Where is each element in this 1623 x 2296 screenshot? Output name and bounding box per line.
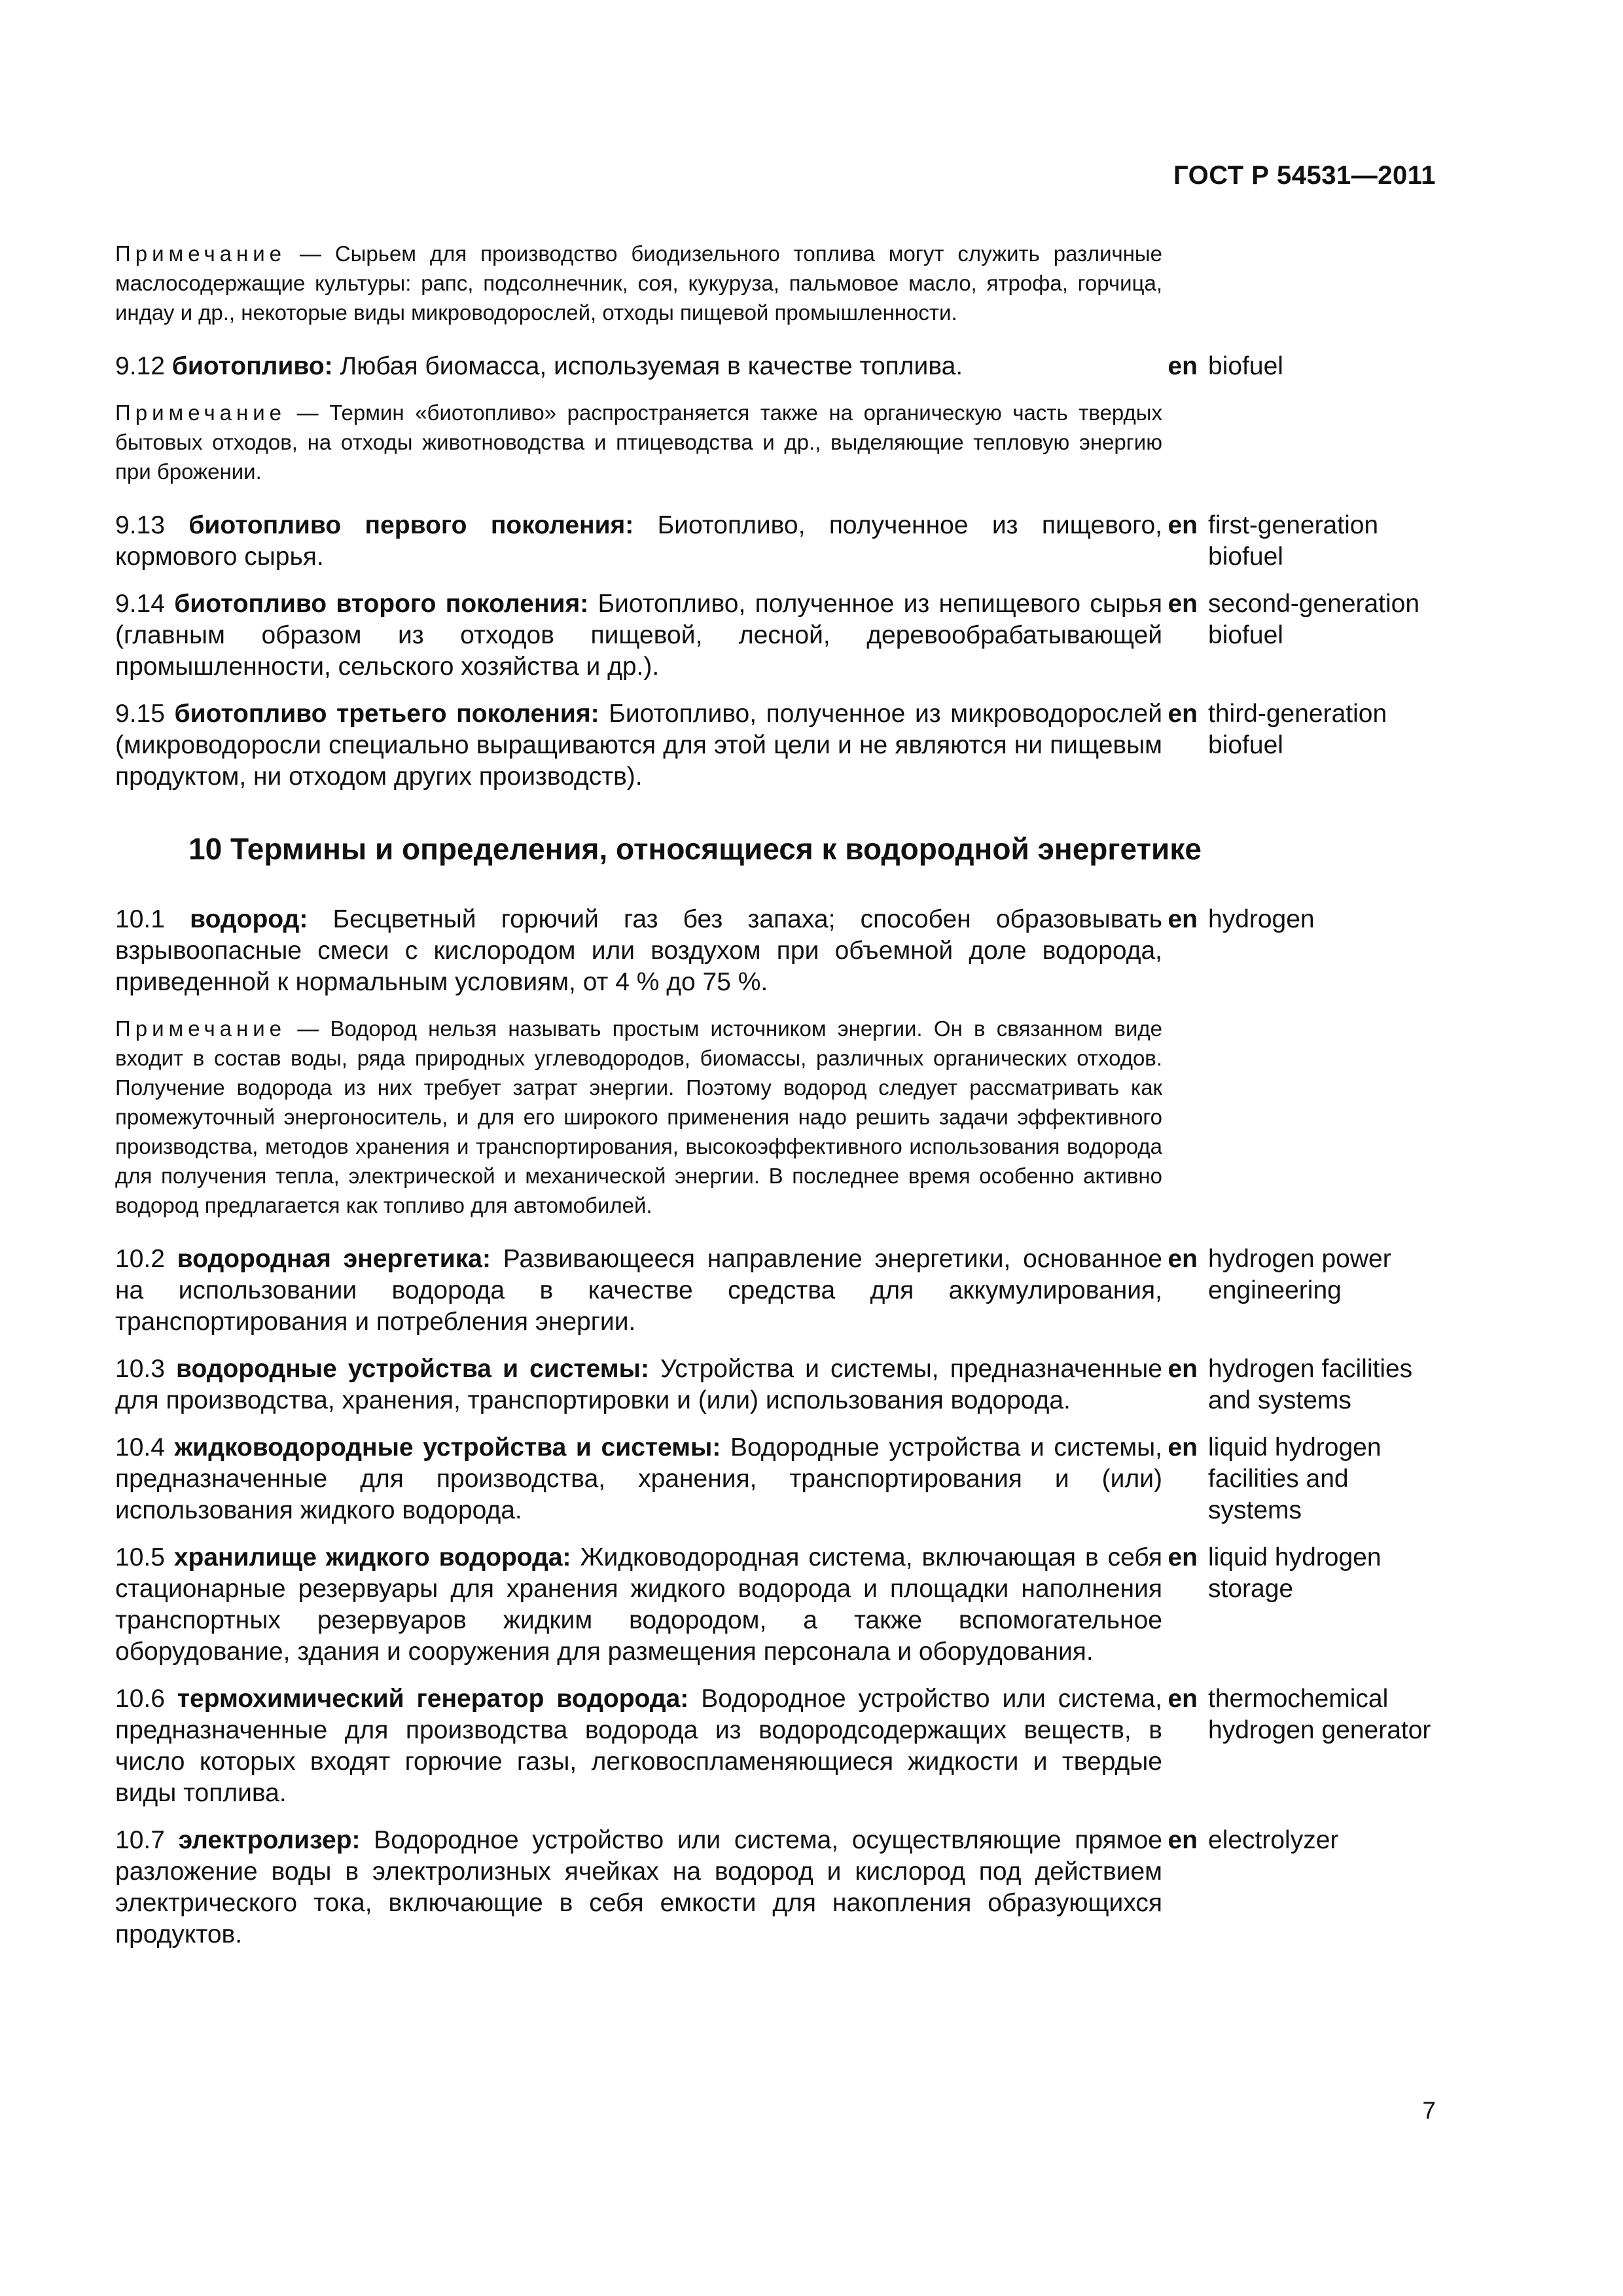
term-name: жидководородные устройства и системы:: [174, 1433, 721, 1462]
definition-text: Водородное устройство или система, осуществляющие прямое разложение воды в электролизных ячейках на водород и кислород под действием электрического тока, включающие в себя емкости для накопления образующихся продуктов.: [115, 1826, 1162, 1948]
english-equivalent: biofuel: [1208, 352, 1283, 380]
language-code: en: [1168, 1355, 1198, 1383]
note-label: Примечание: [115, 1016, 287, 1041]
term-entry-10-1: [115, 904, 1444, 998]
term-name: биотопливо второго поколения:: [174, 590, 589, 618]
note-biodiesel: [115, 239, 1162, 327]
note-hydrogen: [115, 1014, 1162, 1220]
term-number: 10.6: [115, 1685, 165, 1713]
term-entry-10-2: [115, 1244, 1444, 1338]
term-number: 10.3: [115, 1355, 165, 1383]
definition-text: Биотопливо, полученное из непищевого сырья (главным образом из отходов пищевой, лесной, деревообрабатывающей промышленности, сельского хозяйства и др.).: [115, 590, 1162, 681]
language-code: en: [1168, 1245, 1198, 1273]
english-equivalent: first-generation biofuel: [1208, 511, 1379, 571]
english-equivalent: electrolyzer: [1208, 1826, 1339, 1854]
language-code: en: [1168, 1826, 1198, 1854]
section-title: 10 Термины и определения, относящиеся к водородной энергетике: [188, 832, 1202, 866]
term-definition: [115, 1432, 1162, 1526]
term-entry-9-15: [115, 698, 1444, 793]
english-equivalent: thermochemical hydrogen generator: [1208, 1685, 1431, 1744]
term-number: 10.5: [115, 1543, 165, 1571]
definition-text: Устройства и системы, предназначенные для производства, хранения, транспортировки и (или) использования водорода.: [115, 1355, 1162, 1414]
language-code: en: [1168, 1433, 1198, 1462]
term-number: 10.1: [115, 905, 165, 933]
language-code: en: [1168, 352, 1198, 380]
term-name: водородная энергетика:: [177, 1245, 491, 1273]
definition-text: Водородное устройство или система, предназначенные для производства водорода из водородсодержащих веществ, в число которых входят горючие газы, легковоспламеняющиеся жидкости и твердые виды топлива.: [115, 1685, 1162, 1807]
language-code: en: [1168, 1543, 1198, 1571]
term-number: 10.7: [115, 1826, 165, 1854]
term-name: термохимический генератор водорода:: [177, 1685, 689, 1713]
term-name: электролизер:: [178, 1826, 361, 1854]
term-definition: [115, 510, 1162, 573]
term-number: 9.12: [115, 352, 165, 380]
english-equivalent: liquid hydrogen storage: [1208, 1543, 1382, 1603]
term-definition: [115, 1683, 1162, 1809]
english-equivalent: second-generation biofuel: [1208, 590, 1420, 649]
note-text: — Водород нельзя называть простым источником энергии. Он в связанном виде входит в состав воды, ряда природных углеводородов, биомассы, различных органических отходов. Получение водорода из них требует затрат энергии. Поэтому водород следует рассматривать как промежуточный энергоноситель, и для его широкого применения надо решить задачи эффективного производства, методов хранения и транспортирования, высокоэффективного использования водорода для получения тепла, электрической и механической энергии. В последнее время особенно активно водород предлагается как топливо для автомобилей.: [115, 1016, 1162, 1217]
english-equivalent: hydrogen facilities and systems: [1208, 1355, 1413, 1414]
term-entry-10-7: [115, 1825, 1444, 1950]
english-equivalent: hydrogen: [1208, 905, 1315, 933]
definition-text: Жидководородная система, включающая в себя стационарные резервуары для хранения жидкого водорода и площадки наполнения транспортных резервуаров жидким водородом, а также вспомогательное оборудование, здания и сооружения для размещения персонала и оборудования.: [115, 1543, 1162, 1666]
term-name: биотопливо:: [171, 352, 333, 380]
term-entry-10-3: [115, 1354, 1444, 1416]
term-name: биотопливо третьего поколения:: [174, 700, 599, 728]
term-definition: [115, 351, 1162, 382]
term-definition: [115, 1354, 1162, 1416]
definition-text: Любая биомасса, используемая в качестве топлива.: [332, 352, 963, 380]
language-code: en: [1168, 511, 1198, 539]
term-name: водородные устройства и системы:: [176, 1355, 649, 1383]
definition-text: Развивающееся направление энергетики, основанное на использовании водорода в качестве средства для аккумулирования, транспортирования и потребления энергии.: [115, 1245, 1162, 1336]
term-name: хранилище жидкого водорода:: [173, 1543, 571, 1571]
note-biofuel: [115, 398, 1162, 486]
language-code: en: [1168, 590, 1198, 618]
note-text: — Термин «биотопливо» распространяется также на органическую часть твердых бытовых отходов, на отходы животноводства и птицеводства и др., выделяющие тепловую энергию при брожении.: [115, 401, 1162, 484]
definition-text: Биотопливо, полученное из пищевого, кормового сырья.: [115, 511, 1162, 571]
definition-text: Водородные устройства и системы, предназначенные для производства, хранения, транспортирования и (или) использования жидкого водорода.: [115, 1433, 1162, 1524]
english-equivalent: liquid hydrogen facilities and systems: [1208, 1433, 1382, 1524]
term-definition: [115, 698, 1162, 793]
term-name: биотопливо первого поколения:: [188, 511, 634, 539]
document-body: [115, 239, 1444, 1966]
note-label: Примечание: [115, 401, 287, 425]
page-number: 7: [1422, 2097, 1436, 2124]
language-code: en: [1168, 700, 1198, 728]
term-entry-10-4: [115, 1432, 1444, 1526]
term-number: 10.2: [115, 1245, 165, 1273]
term-number: 10.4: [115, 1433, 165, 1462]
english-equivalent: hydrogen power engineering: [1208, 1245, 1391, 1304]
term-entry-10-6: [115, 1683, 1444, 1809]
term-entry-9-14: [115, 588, 1444, 683]
language-code: en: [1168, 905, 1198, 933]
term-definition: [115, 588, 1162, 683]
term-number: 9.13: [115, 511, 165, 539]
note-text: — Сырьем для производство биодизельного топлива могут служить различные маслосодержащие культуры: рапс, подсолнечник, соя, кукуруза, пальмовое масло, ятрофа, горчица, индау и др., некоторые виды микроводорослей, отходы пищевой промышленности.: [115, 242, 1162, 325]
standard-code-header: ГОСТ Р 54531—2011: [1173, 161, 1436, 190]
term-entry-10-5: [115, 1542, 1444, 1668]
term-definition: [115, 1244, 1162, 1338]
term-name: водород:: [190, 905, 308, 933]
note-label: Примечание: [115, 242, 287, 266]
language-code: en: [1168, 1685, 1198, 1713]
term-number: 9.14: [115, 590, 165, 618]
english-equivalent: third-generation biofuel: [1208, 700, 1387, 759]
term-entry-9-13: [115, 510, 1444, 573]
term-number: 9.15: [115, 700, 165, 728]
term-definition: [115, 1825, 1162, 1950]
term-entry-9-12: [115, 351, 1444, 382]
term-definition: [115, 904, 1162, 998]
term-definition: [115, 1542, 1162, 1668]
definition-text: Бесцветный горючий газ без запаха; способен образовывать взрывоопасные смеси с кислородом или воздухом при объемной доле водорода, приведенной к нормальным условиям, от 4 % до 75 %.: [115, 905, 1163, 996]
definition-text: Биотопливо, полученное из микроводорослей (микроводоросли специально выращиваются для этой цели и не являются ни пищевым продуктом, ни отходом других производств).: [115, 700, 1162, 791]
